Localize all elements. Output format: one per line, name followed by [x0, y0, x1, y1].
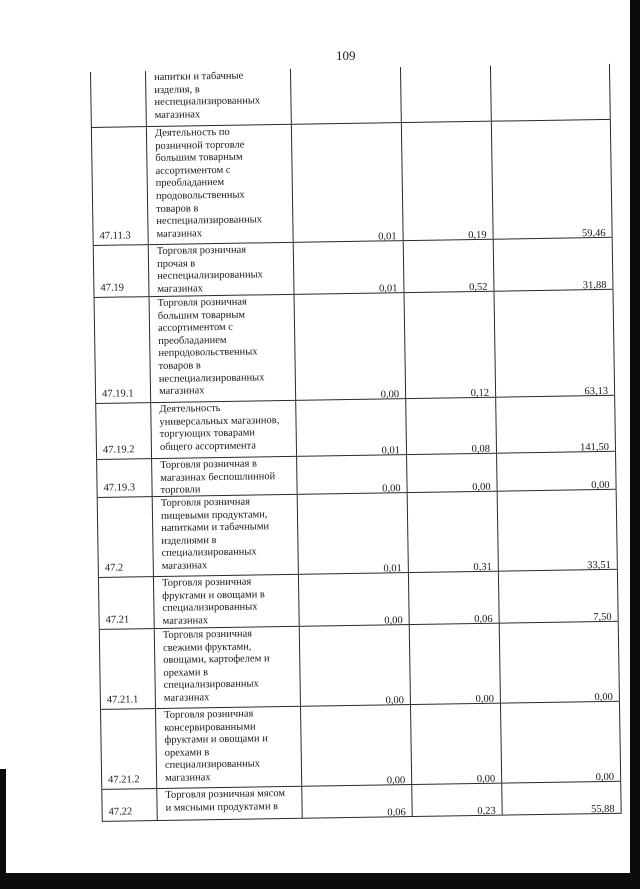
activity-name-line: Торговля розничная в: [160, 458, 258, 471]
value-cell-2: [401, 122, 493, 240]
activity-name-line: Торговля розничная: [157, 296, 247, 309]
code-cell: [97, 497, 153, 577]
activity-name-line: Торговля розничная: [162, 628, 253, 641]
activity-name-line: и мясными продуктами в: [165, 800, 279, 814]
activity-code: 47.21.1: [106, 694, 139, 707]
code-cell: [96, 459, 152, 497]
table-row: [90, 64, 611, 128]
value-cell-2: [408, 572, 499, 624]
value-cell-3: [491, 120, 613, 239]
code-cell: [93, 245, 149, 297]
activity-code: 47.19.3: [103, 482, 136, 495]
value-cell-1: [290, 67, 401, 124]
activity-code: 47.22: [108, 806, 133, 819]
activity-name-line: товаров в: [156, 202, 199, 215]
activity-name-line: большим товарным: [157, 309, 246, 322]
value-1: 0,01: [378, 283, 398, 295]
activity-code: 47.19.2: [102, 444, 135, 457]
activity-name-line: магазинах беспошлинной: [160, 470, 276, 484]
activity-name-cell: [148, 243, 294, 296]
activity-name-line: Деятельность по: [154, 126, 230, 139]
value-cell-3: [496, 452, 617, 491]
code-cell: [101, 789, 156, 821]
activity-name-cell: [145, 69, 291, 126]
value-3: 55,88: [590, 804, 615, 816]
code-cell: [95, 403, 151, 459]
activity-code: 47.21.2: [108, 774, 140, 787]
activity-name-line: орехами в: [164, 746, 210, 759]
table-row: [99, 622, 620, 710]
value-cell-3: [490, 64, 611, 121]
value-cell-1: [299, 625, 410, 706]
value-cell-2: [407, 492, 498, 572]
activity-name-line: магазинах: [154, 109, 201, 121]
table-row: [101, 782, 621, 822]
activity-name-line: магазинах: [165, 772, 211, 784]
activity-name-line: неспециализированных: [156, 214, 263, 228]
activity-name-line: неспециализированных: [154, 95, 261, 109]
activity-name-line: магазинах: [162, 614, 209, 627]
activity-name-line: специализированных: [163, 678, 259, 692]
activity-code: 47.11.3: [99, 230, 131, 243]
value-2: 0,08: [471, 444, 491, 456]
value-3: 31,88: [582, 280, 607, 292]
value-cell-2: [400, 66, 491, 122]
activity-name-cell: [150, 401, 296, 458]
value-cell-3: [493, 238, 614, 291]
value-2: 0,12: [470, 388, 490, 400]
activity-code: 47.2: [104, 562, 124, 575]
value-cell-3: [495, 396, 616, 453]
value-3: 33,51: [587, 560, 611, 572]
value-2: 0,06: [474, 614, 493, 626]
activity-name-line: торговли: [160, 484, 201, 497]
value-cell-2: [404, 292, 496, 398]
activity-name-line: изделия, в: [154, 83, 200, 96]
activity-name-line: прочая в: [156, 257, 196, 270]
value-cell-2: [409, 624, 500, 704]
activity-name-line: напитками и табачными: [161, 521, 270, 535]
activity-code: 47.21: [105, 614, 130, 627]
value-1: 0,01: [383, 563, 402, 575]
activity-name-line: Торговля розничная: [160, 496, 251, 509]
value-2: 0,00: [472, 482, 491, 494]
activity-name-line: специализированных: [161, 546, 257, 560]
value-cell-1: [291, 123, 403, 242]
code-cell: [100, 709, 156, 789]
value-cell-3: [500, 702, 621, 783]
activity-code: 47.19: [100, 282, 125, 295]
table-row: [97, 490, 618, 578]
activity-name-line: продовольственных: [155, 189, 245, 202]
activity-name-cell: [152, 495, 298, 576]
value-cell-2: [403, 240, 494, 292]
value-cell-3: [501, 782, 621, 815]
activity-name-line: преобладанием: [158, 334, 227, 347]
code-cell: [94, 297, 151, 403]
activity-name-cell: [149, 295, 296, 402]
value-1: 0,00: [385, 695, 405, 707]
activity-name-cell: [153, 575, 299, 628]
value-cell-1: [297, 493, 408, 574]
activity-name-line: магазинах: [161, 560, 208, 572]
activity-name-line: специализированных: [162, 601, 258, 615]
value-cell-1: [301, 785, 411, 818]
activity-name-line: фруктами и овощами и: [164, 733, 268, 747]
value-3: 0,00: [595, 772, 615, 784]
table-row: [94, 290, 616, 404]
activity-name-line: овощами, картофелем и: [163, 653, 270, 667]
activity-name-line: ассортиментом с: [157, 321, 234, 335]
activity-name-line: свежими фруктами,: [162, 641, 252, 654]
value-cell-1: [300, 705, 411, 786]
value-1: 0,01: [381, 445, 401, 457]
activity-name-line: Торговля розничная: [161, 576, 252, 589]
value-cell-2: [406, 454, 497, 492]
value-1: 0,06: [387, 807, 406, 819]
activity-name-line: ассортиментом с: [155, 164, 231, 177]
code-cell: [90, 71, 146, 127]
activity-name-line: непродовольственных: [158, 346, 258, 360]
activity-name-line: магазинах: [158, 385, 205, 398]
activity-name-line: магазинах: [157, 283, 204, 295]
value-2: 0,19: [468, 230, 487, 242]
activity-name-cell: [151, 457, 297, 496]
value-cell-2: [405, 398, 496, 454]
activity-name-line: Торговля розничная: [156, 244, 247, 257]
value-2: 0,52: [468, 282, 488, 294]
activity-name-line: торгующих товарами: [159, 427, 256, 441]
value-2: 0,31: [473, 562, 492, 574]
activity-name-line: общего ассортимента: [159, 440, 257, 453]
scan-edge-bottom: [0, 873, 640, 889]
activity-name-line: пищевыми продуктами,: [160, 508, 268, 522]
activity-name-line: Торговля розничная: [164, 708, 254, 721]
code-cell: [99, 629, 155, 709]
scan-edge-left: [0, 769, 6, 889]
scan-edge-right: [630, 0, 640, 889]
value-1: 0,00: [386, 775, 406, 787]
value-cell-3: [497, 490, 618, 571]
value-2: 0,00: [476, 774, 496, 786]
code-cell: [91, 127, 148, 245]
activity-name-line: Деятельность: [159, 402, 221, 415]
value-3: 63,13: [584, 386, 609, 398]
activity-name-line: неспециализированных: [158, 371, 265, 385]
activity-name-line: фруктами и овощами в: [162, 588, 265, 602]
value-cell-1: [294, 293, 406, 400]
activity-name-line: Торговля розничная мясом: [165, 788, 286, 801]
data-table: [90, 64, 622, 822]
table-row: [100, 702, 621, 790]
activity-name-cell: [154, 627, 300, 708]
value-3: 0,00: [594, 692, 613, 704]
value-2: 0,00: [475, 694, 494, 706]
page-number: 109: [336, 48, 356, 63]
activity-name-line: магазинах: [163, 692, 210, 704]
activity-name-line: товаров в: [158, 360, 201, 372]
value-cell-2: [411, 784, 501, 816]
value-cell-1: [295, 399, 406, 456]
table-row: [95, 396, 616, 460]
value-cell-2: [410, 704, 501, 784]
activity-name-cell: [146, 125, 293, 244]
code-cell: [98, 577, 154, 629]
activity-name-line: большим товарным: [155, 151, 243, 165]
activity-name-cell: [156, 787, 301, 820]
table-row: [98, 570, 619, 630]
activity-name-line: универсальных магазинов,: [159, 414, 280, 428]
activity-name-line: орехами в: [163, 667, 209, 679]
value-1: 0,00: [382, 483, 401, 495]
activity-name-line: магазинах: [156, 228, 203, 240]
value-3: 0,00: [591, 480, 610, 492]
value-cell-1: [298, 573, 409, 626]
activity-name-line: консервированными: [164, 721, 256, 734]
activity-name-line: неспециализированных: [157, 269, 263, 283]
value-cell-3: [499, 622, 620, 703]
value-2: 0,23: [477, 806, 496, 818]
value-cell-1: [296, 455, 407, 494]
table-row: [91, 120, 613, 246]
value-3: 7,50: [593, 612, 612, 624]
activity-name-line: изделиями в: [161, 534, 217, 547]
value-cell-3: [494, 290, 616, 397]
activity-name-line: специализированных: [164, 758, 261, 772]
table-row: [93, 238, 614, 298]
value-1: 0,00: [380, 389, 400, 401]
activity-name-line: розничной торговле: [155, 139, 245, 152]
value-1: 0,01: [378, 231, 397, 243]
activity-name-line: напитки и табачные: [154, 70, 244, 83]
activity-name-cell: [155, 707, 301, 788]
activity-code: 47.19.1: [101, 388, 134, 401]
value-3: 141,50: [580, 442, 610, 454]
value-cell-3: [498, 570, 619, 623]
value-1: 0,00: [384, 615, 403, 627]
activity-name-line: преобладанием: [155, 177, 225, 190]
value-cell-1: [293, 241, 404, 294]
value-3: 59,46: [581, 228, 606, 240]
